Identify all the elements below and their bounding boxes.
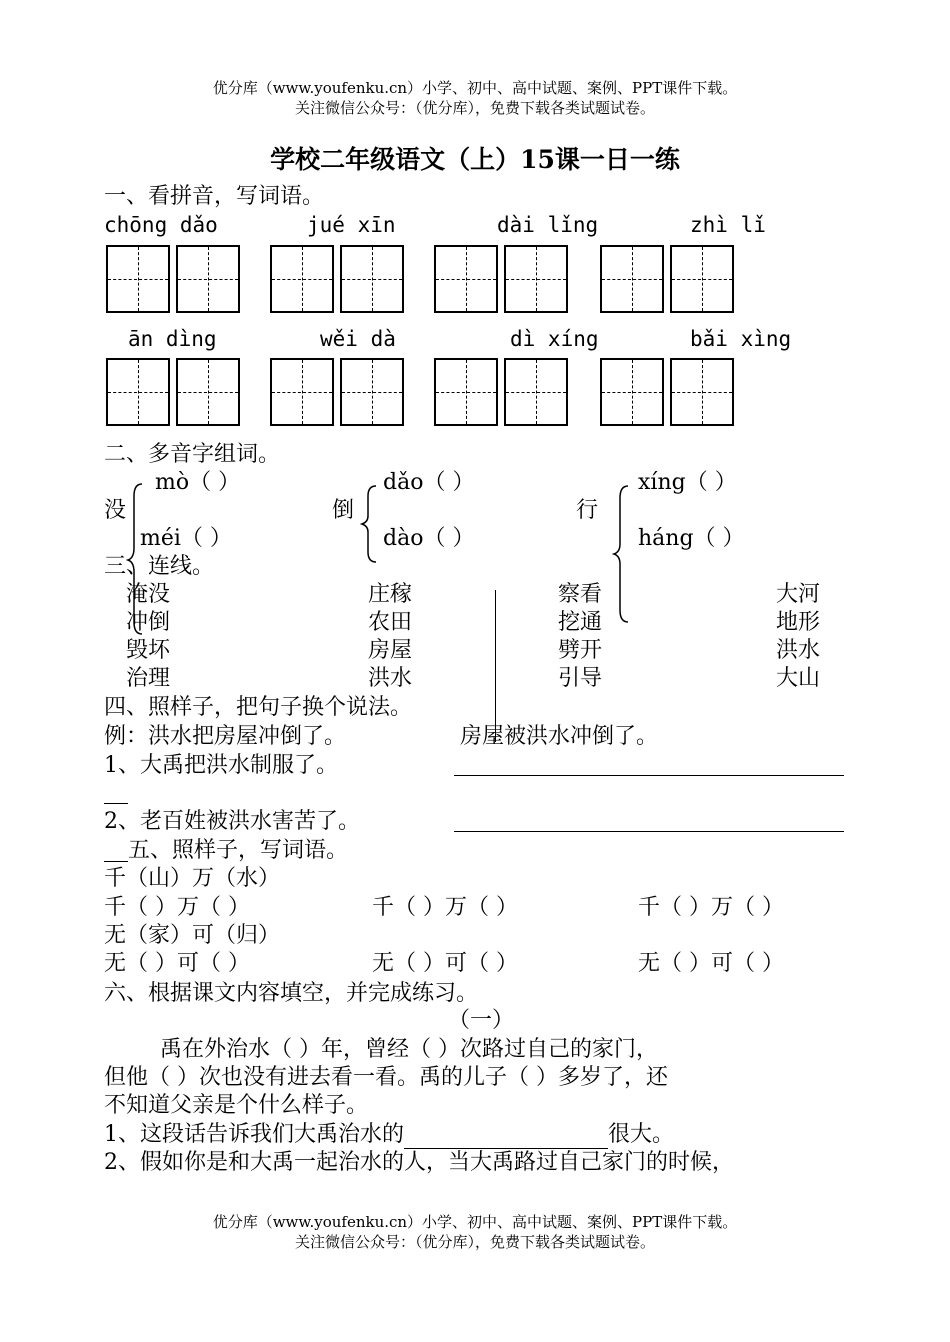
char-box[interactable] <box>106 245 170 313</box>
idiom-blank-2b: 无（ ）可（ ） <box>372 951 518 976</box>
pinyin-8: bǎi xìng <box>690 327 792 351</box>
section4-heading: 四、照样子，把句子换个说法。 <box>104 695 413 720</box>
match-col3-item: 引导 <box>558 666 603 691</box>
match-col3-item: 劈开 <box>558 638 603 663</box>
answer-line[interactable] <box>104 803 128 804</box>
char-box[interactable] <box>340 245 404 313</box>
question-6-2: 2、假如你是和大禹一起治水的人，当大禹路过自己家门的时候， <box>104 1150 734 1175</box>
match-col2-item: 庄稼 <box>368 582 413 607</box>
site-footer-line1: 优分库（www.youfenku.cn）小学、初中、高中试题、案例、PPT课件下载。 <box>212 1213 738 1231</box>
char-box[interactable] <box>434 245 498 313</box>
answer-line[interactable] <box>104 861 128 862</box>
polyphone-dao4: dào（ ） <box>383 526 475 551</box>
match-col2-item: 农田 <box>368 610 413 635</box>
idiom-blank-2c: 无（ ）可（ ） <box>638 951 784 976</box>
match-col1-item: 淹没 <box>126 582 171 607</box>
answer-line[interactable] <box>454 831 844 832</box>
answer-blank[interactable] <box>404 1126 608 1149</box>
char-box[interactable] <box>176 245 240 313</box>
site-header-line1: 优分库（www.youfenku.cn）小学、初中、高中试题、案例、PPT课件下载。 <box>212 79 738 97</box>
idiom-blank-2a: 无（ ）可（ ） <box>104 951 250 976</box>
answer-line[interactable] <box>454 775 844 776</box>
match-col2-item: 洪水 <box>368 666 413 691</box>
match-col4-item: 地形 <box>776 610 821 635</box>
polyphone-xing: xíng（ ） <box>638 470 737 495</box>
pinyin-7: dì xíng <box>510 327 599 351</box>
match-col1-item: 毁坏 <box>126 638 171 663</box>
subsection-label: （一） <box>448 1008 515 1033</box>
match-col1-item: 治理 <box>126 666 171 691</box>
match-col3-item: 察看 <box>558 582 603 607</box>
polyphone-mei: méi（ ） <box>140 526 232 551</box>
char-box[interactable] <box>670 245 734 313</box>
question-6-1-post: 很大。 <box>608 1122 675 1147</box>
char-box[interactable] <box>270 358 334 426</box>
char-box[interactable] <box>600 245 664 313</box>
pinyin-5: ān dìng <box>128 327 217 351</box>
match-col2-item: 房屋 <box>368 638 413 663</box>
match-col4-item: 大河 <box>776 582 821 607</box>
pinyin-6: wěi dà <box>320 327 396 351</box>
question-4-1: 1、大禹把洪水制服了。 <box>104 753 338 778</box>
question-6-1-pre: 1、这段话告诉我们大禹治水的 <box>104 1122 404 1147</box>
page-title: 学校二年级语文（上）15课一日一练 <box>270 145 680 174</box>
passage-line-1: 禹在外治水（ ）年，曾经（ ）次路过自己的家门， <box>160 1037 658 1062</box>
char-box[interactable] <box>340 358 404 426</box>
match-col4-item: 大山 <box>776 666 821 691</box>
passage-line-3: 不知道父亲是个什么样子。 <box>104 1093 369 1118</box>
site-footer-line2: 关注微信公众号：（优分库），免费下载各类试题试卷。 <box>294 1233 655 1251</box>
divider-line <box>495 590 496 742</box>
section5-heading: 五、照样子，写词语。 <box>128 838 349 863</box>
question-6-1 <box>104 1121 674 1149</box>
polyphone-dao3: dǎo（ ） <box>383 470 475 495</box>
char-box[interactable] <box>434 358 498 426</box>
char-box[interactable] <box>504 245 568 313</box>
polyphone-char-mei: 没 <box>104 498 127 523</box>
char-box[interactable] <box>600 358 664 426</box>
match-col4-item: 洪水 <box>776 638 821 663</box>
section6-heading: 六、根据课文内容填空，并完成练习。 <box>104 981 479 1006</box>
polyphone-mo: mò（ ） <box>155 470 241 495</box>
passage-line-2: 但他（ ）次也没有进去看一看。禹的儿子（ ）多岁了，还 <box>104 1065 668 1090</box>
pinyin-2: jué xīn <box>307 213 396 237</box>
idiom-example-1: 千（山）万（水） <box>104 866 281 891</box>
example-sentence-a: 例：洪水把房屋冲倒了。 <box>104 724 347 749</box>
polyphone-hang: háng（ ） <box>638 526 745 551</box>
pinyin-3: dài lǐng <box>497 213 599 237</box>
pinyin-4: zhì lǐ <box>690 213 766 237</box>
match-col1-item: 冲倒 <box>126 610 171 635</box>
char-box[interactable] <box>504 358 568 426</box>
char-box[interactable] <box>106 358 170 426</box>
question-4-2: 2、老百姓被洪水害苦了。 <box>104 809 360 834</box>
match-col3-item: 挖通 <box>558 610 603 635</box>
char-box[interactable] <box>270 245 334 313</box>
section3-heading: 三、连线。 <box>104 554 215 579</box>
brace-icon <box>612 484 632 624</box>
polyphone-char-dao: 倒 <box>332 498 355 523</box>
pinyin-1: chōng dǎo <box>104 213 218 237</box>
char-box[interactable] <box>670 358 734 426</box>
idiom-blank-1a: 千（ ）万（ ） <box>104 895 250 920</box>
brace-icon <box>360 484 380 564</box>
idiom-blank-1b: 千（ ）万（ ） <box>372 895 518 920</box>
example-sentence-b: 房屋被洪水冲倒了。 <box>460 724 659 749</box>
idiom-blank-1c: 千（ ）万（ ） <box>638 895 784 920</box>
polyphone-char-xing: 行 <box>576 498 599 523</box>
char-box[interactable] <box>176 358 240 426</box>
idiom-example-2: 无（家）可（归） <box>104 923 281 948</box>
site-header-line2: 关注微信公众号：（优分库），免费下载各类试题试卷。 <box>294 99 655 117</box>
section1-heading: 一、看拼音，写词语。 <box>104 184 325 209</box>
section2-heading: 二、多音字组词。 <box>104 442 281 467</box>
